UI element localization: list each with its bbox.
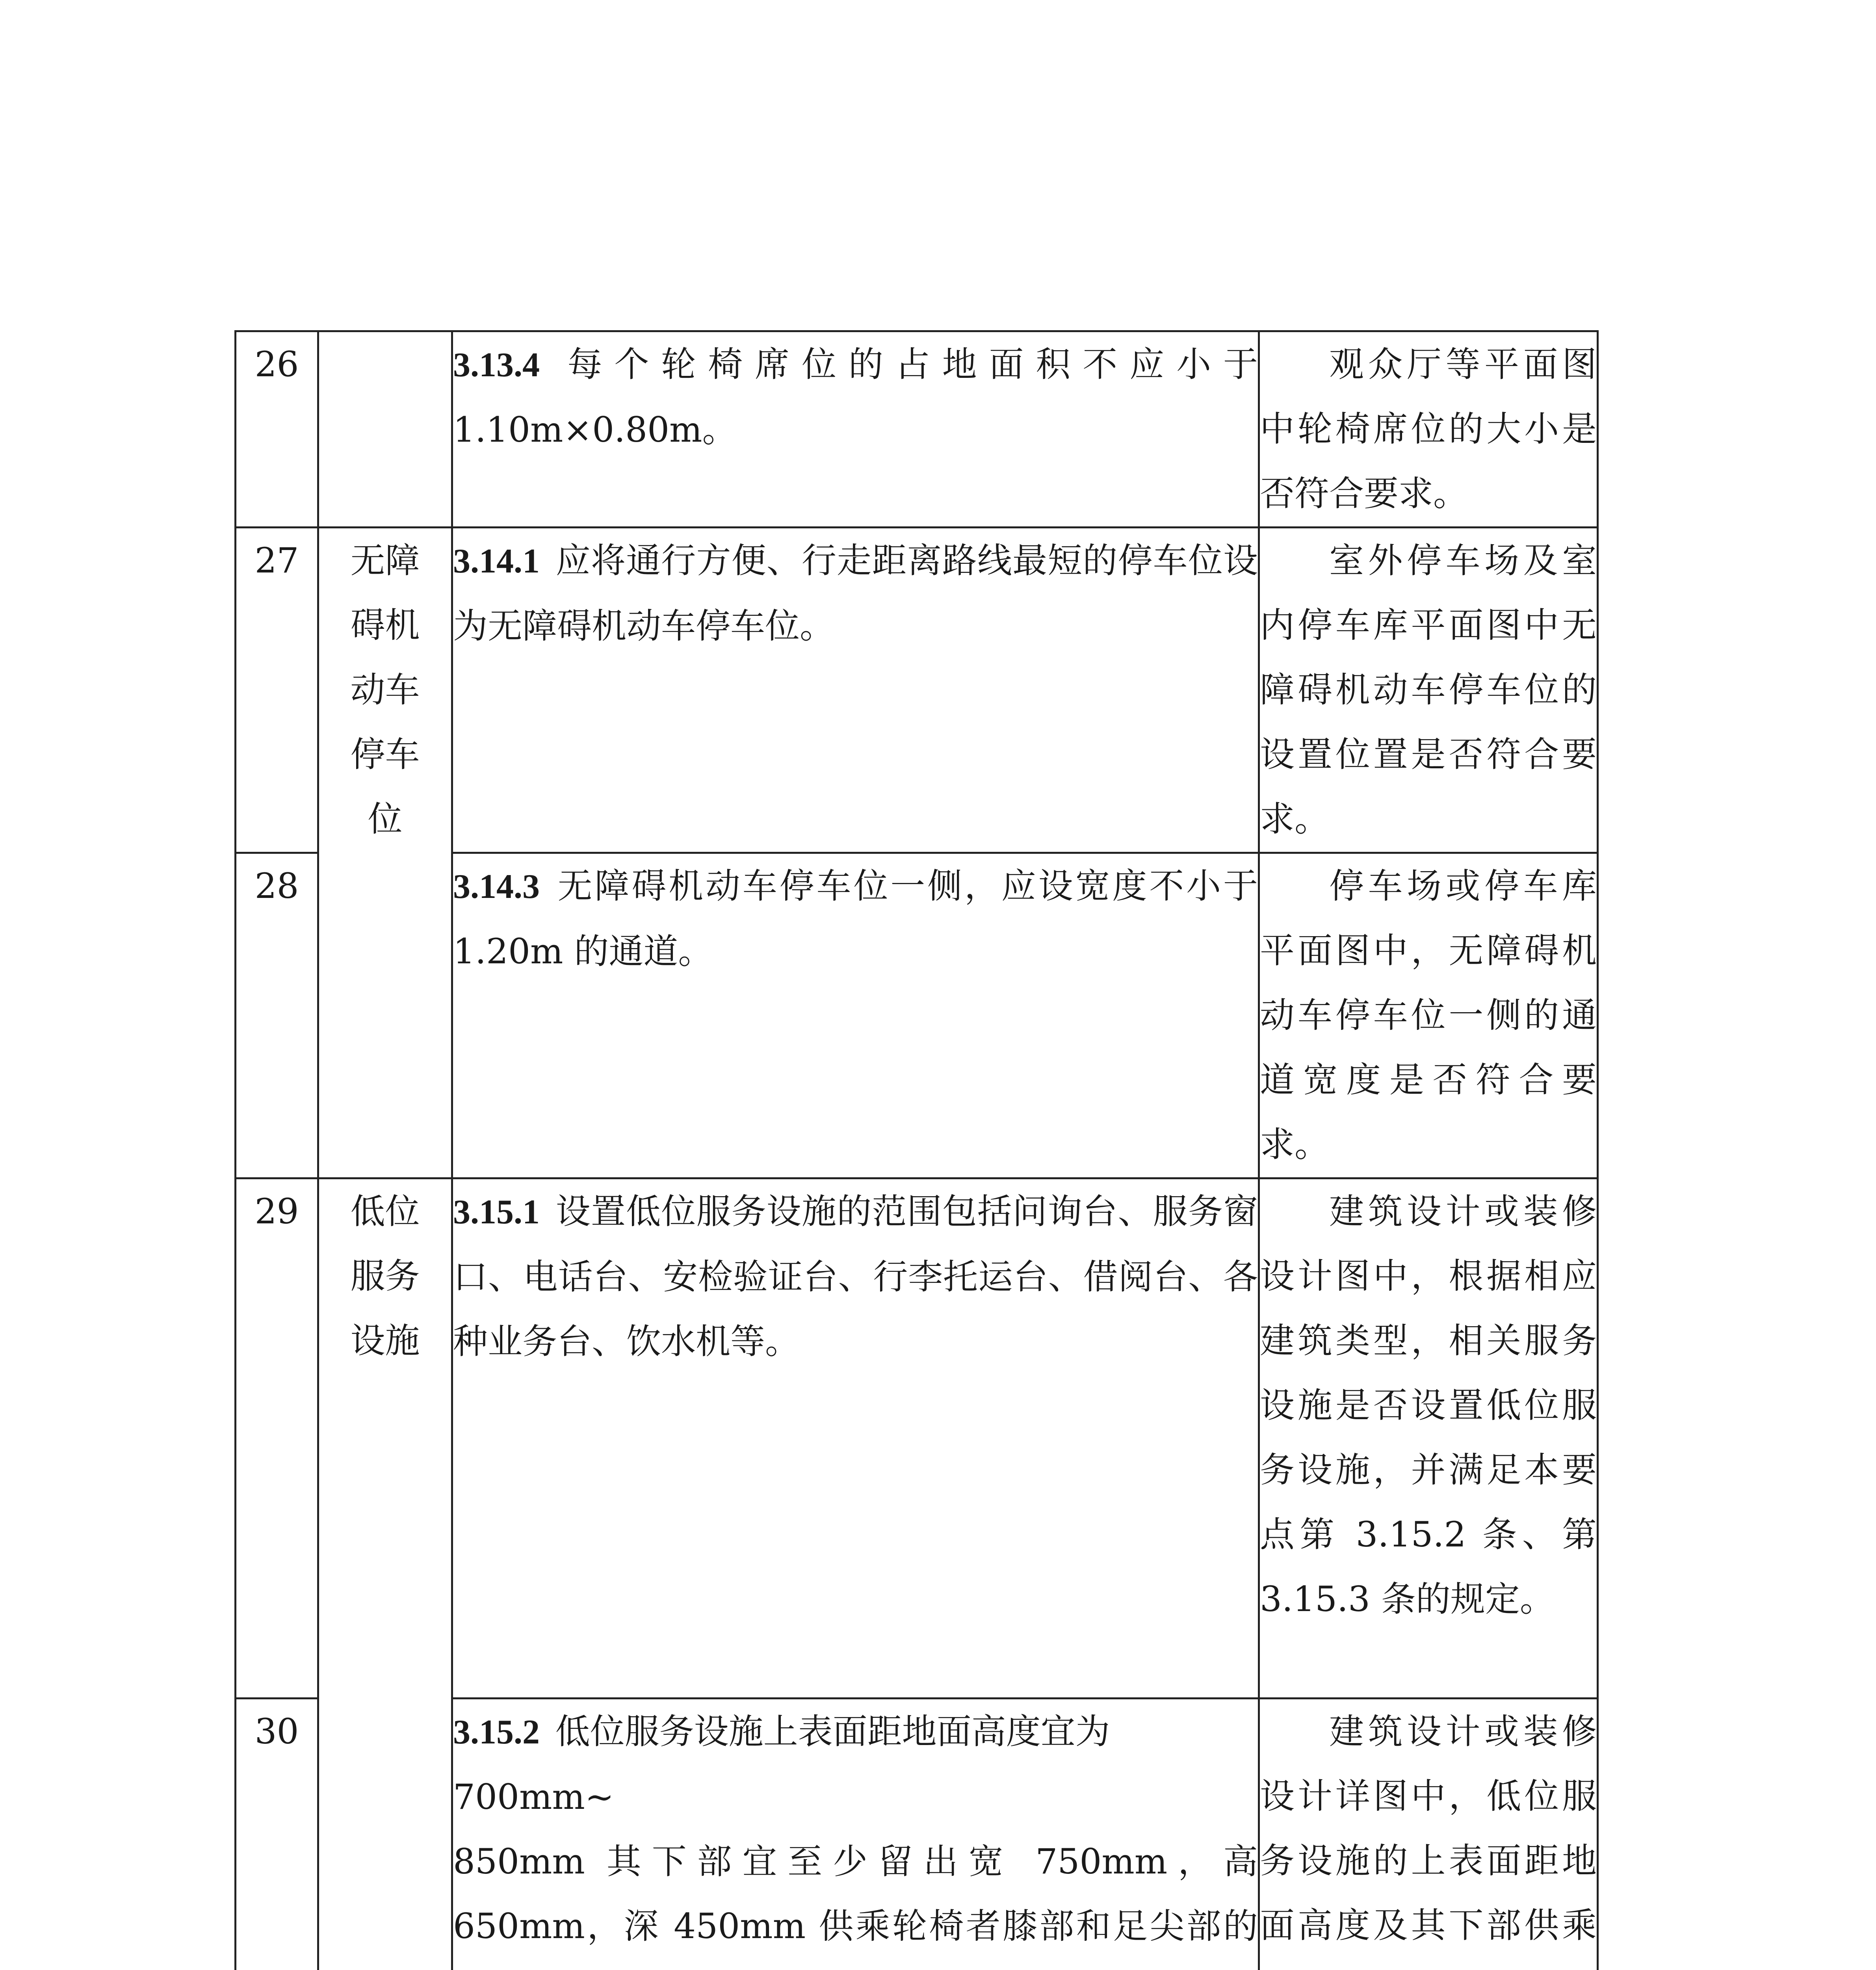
category-line: 停车 bbox=[350, 734, 420, 775]
clause-code: 3.15.1 bbox=[453, 1193, 540, 1231]
check-cell: 建筑设计或装修设计详图中，低位服务设施的上表面距地面高度及其下部供乘 bbox=[1259, 1699, 1598, 1970]
clause-cell bbox=[452, 331, 1259, 528]
clause-cell bbox=[452, 1699, 1259, 1970]
clause-code: 3.14.1 bbox=[453, 542, 540, 580]
row-number: 28 bbox=[236, 853, 318, 1178]
table-row bbox=[236, 331, 1598, 528]
category-parking bbox=[318, 528, 452, 1178]
clause-code: 3.14.3 bbox=[453, 868, 540, 906]
clause-cell bbox=[452, 853, 1259, 1178]
category-low-service bbox=[318, 1178, 452, 1970]
review-table bbox=[234, 330, 1599, 1970]
category-line: 碍机 bbox=[350, 605, 420, 645]
clause-code: 3.15.2 bbox=[453, 1713, 540, 1751]
row-number: 27 bbox=[236, 528, 318, 853]
category-cell bbox=[318, 331, 452, 528]
check-cell: 停车场或停车库平面图中，无障碍机动车停车位一侧的通道宽度是否符合要求。 bbox=[1259, 853, 1598, 1178]
clause-text: 850mm 其下部宜至少留出宽 750mm，高 650mm，深 450mm 供乘轮椅者膝部和足尖部的 bbox=[453, 1841, 1258, 1946]
clause-cell bbox=[452, 1178, 1259, 1699]
category-line: 服务 bbox=[350, 1256, 420, 1296]
check-cell: 观众厅等平面图中轮椅席位的大小是否符合要求。 bbox=[1259, 331, 1598, 528]
clause-text: 每个轮椅席位的占地面积不应小于 1.10m×0.80m。 bbox=[453, 344, 1258, 450]
category-line: 动车 bbox=[350, 669, 420, 710]
category-line: 设施 bbox=[350, 1320, 420, 1361]
check-cell: 建筑设计或装修设计图中，根据相应建筑类型，相关服务设施是否设置低位服务设施，并满足本要点第 3.15.2 条、第 3.15.3 条的规定。 bbox=[1259, 1178, 1598, 1699]
check-cell: 室外停车场及室内停车库平面图中无障碍机动车停车位的设置位置是否符合要求。 bbox=[1259, 528, 1598, 853]
row-number: 30 bbox=[236, 1699, 318, 1970]
clause-code: 3.13.4 bbox=[453, 346, 540, 384]
row-number: 29 bbox=[236, 1178, 318, 1699]
clause-text: 无障碍机动车停车位一侧，应设宽度不小于 1.20m 的通道。 bbox=[453, 866, 1258, 972]
category-line: 位 bbox=[368, 799, 403, 839]
category-line: 低位 bbox=[350, 1191, 420, 1232]
clause-text: 低位服务设施上表面距地面高度宜为 bbox=[555, 1711, 1110, 1752]
clause-cell bbox=[452, 528, 1259, 853]
clause-text: 700mm~ bbox=[453, 1777, 614, 1817]
table-row bbox=[236, 528, 1598, 853]
clause-text: 设置低位服务设施的范围包括问询台、服务窗口、电话台、安检验证台、行李托运台、借阅台、各种业务台、饮水机等。 bbox=[453, 1191, 1258, 1362]
clause-text: 应将通行方便、行走距离路线最短的停车位设为无障碍机动车停车位。 bbox=[453, 540, 1258, 646]
row-number: 26 bbox=[236, 331, 318, 528]
category-line: 无障 bbox=[350, 540, 420, 581]
table-row bbox=[236, 1178, 1598, 1699]
